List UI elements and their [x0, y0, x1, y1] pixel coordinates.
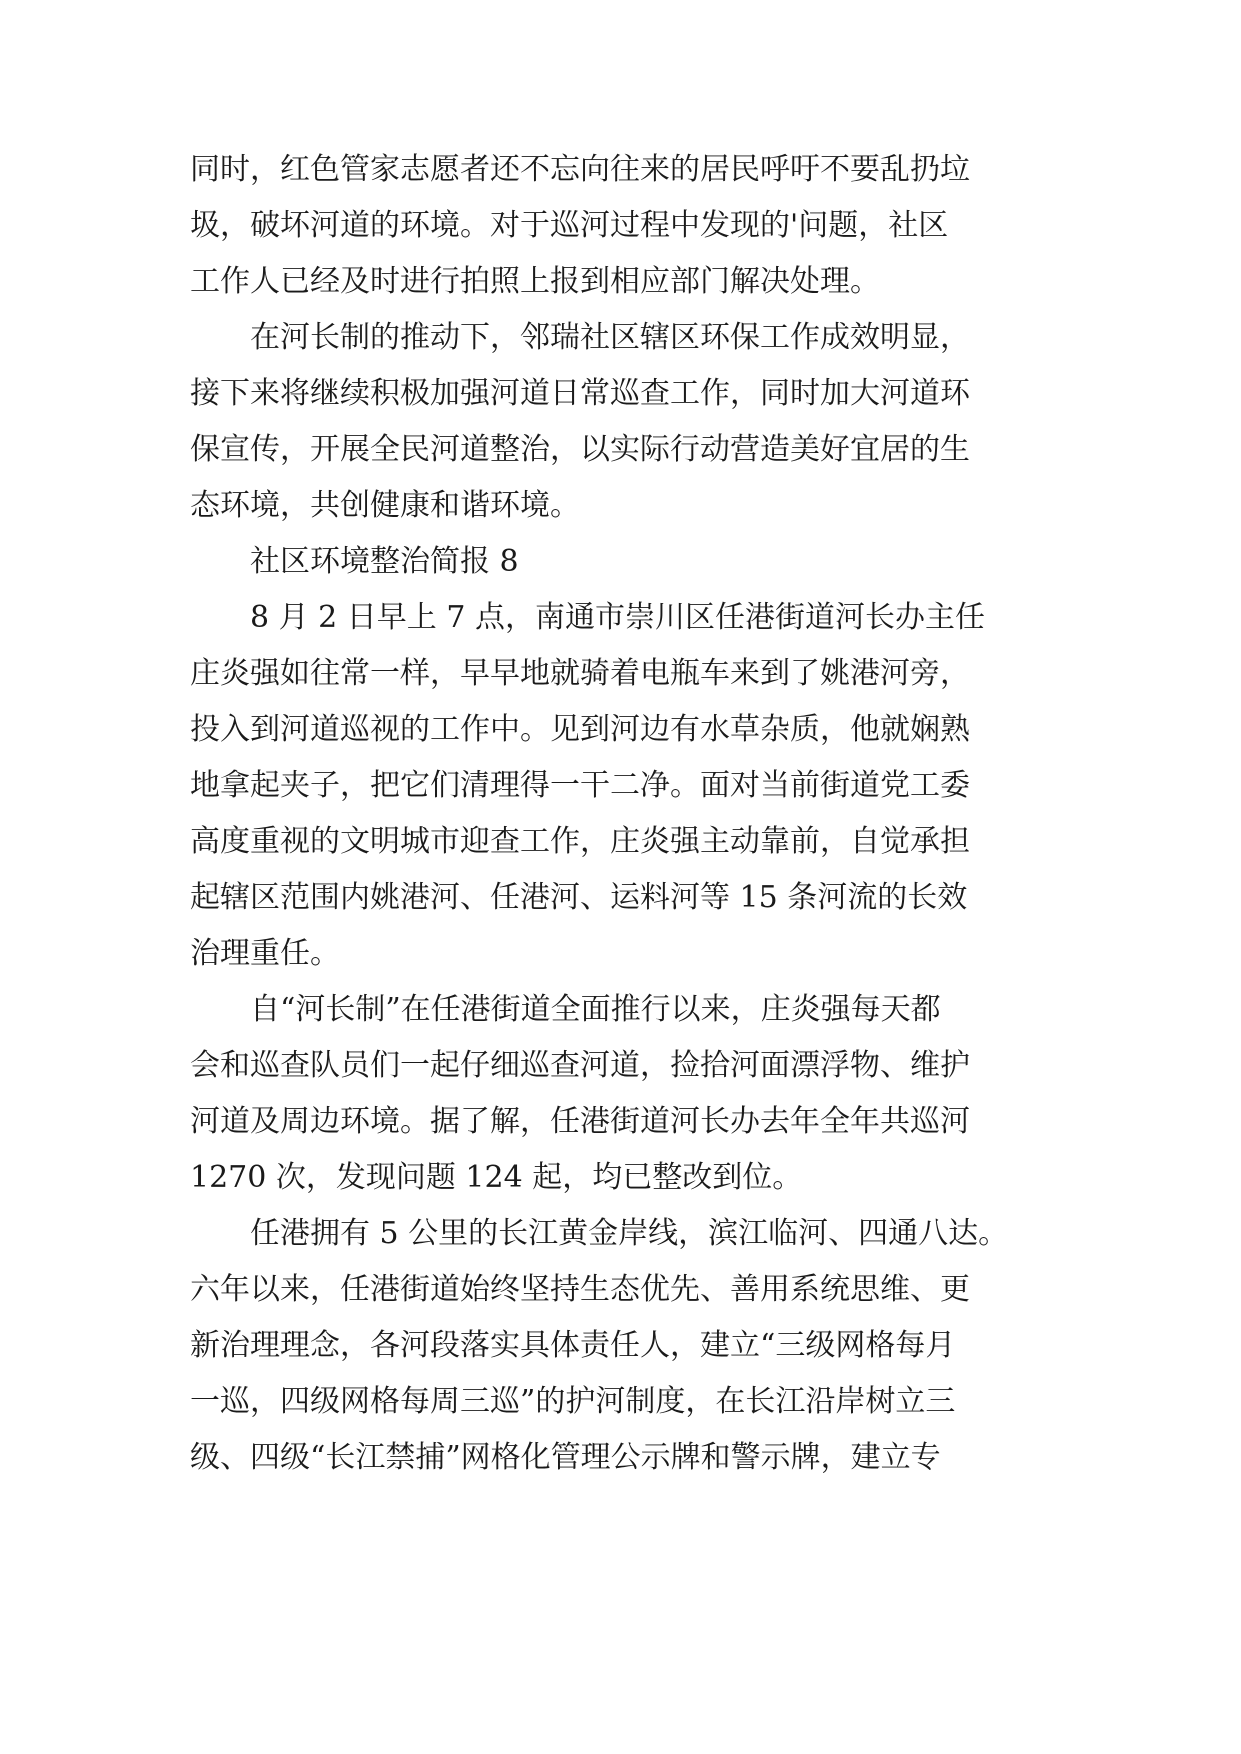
text-line: 新治理理念，各河段落实具体责任人，建立“三级网格每月 [190, 1328, 956, 1363]
text-line: 圾，破坏河道的环境。对于巡河过程中发现的'问题，社区 [190, 208, 949, 243]
text-line: 一巡，四级网格每周三巡”的护河制度，在长江沿岸树立三 [190, 1384, 956, 1419]
text-line: 会和巡查队员们一起仔细巡查河道，捡拾河面漂浮物、维护 [190, 1048, 970, 1083]
text-line: 任港拥有 5 公里的长江黄金岸线，滨江临河、四通八达。 [190, 1216, 1009, 1251]
text-line: 高度重视的文明城市迎查工作，庄炎强主动靠前，自觉承担 [190, 824, 970, 859]
text-line: 8 月 2 日早上 7 点，南通市崇川区任港街道河长办主任 [190, 600, 985, 635]
text-line: 工作人已经及时进行拍照上报到相应部门解决处理。 [190, 264, 880, 299]
text-line: 起辖区范围内姚港河、任港河、运料河等 15 条河流的长效 [190, 880, 968, 915]
text-line: 治理重任。 [190, 936, 340, 971]
text-line: 庄炎强如往常一样，早早地就骑着电瓶车来到了姚港河旁， [190, 656, 970, 691]
text-line: 地拿起夹子，把它们清理得一干二净。面对当前街道党工委 [190, 768, 970, 803]
text-line: 投入到河道巡视的工作中。见到河边有水草杂质，他就娴熟 [190, 712, 970, 747]
text-line: 级、四级“长江禁捕”网格化管理公示牌和警示牌，建立专 [190, 1440, 941, 1475]
text-line: 保宣传，开展全民河道整治，以实际行动营造美好宜居的生 [190, 432, 970, 467]
text-line: 态环境，共创健康和谐环境。 [190, 488, 580, 523]
text-line: 接下来将继续积极加强河道日常巡查工作，同时加大河道环 [190, 376, 970, 411]
text-line: 河道及周边环境。据了解，任港街道河长办去年全年共巡河 [190, 1104, 970, 1139]
section-heading: 社区环境整治简报 8 [190, 544, 519, 579]
text-line: 1270 次，发现问题 124 起，均已整改到位。 [190, 1160, 803, 1195]
text-line: 自“河长制”在任港街道全面推行以来，庄炎强每天都 [190, 992, 941, 1027]
text-line: 同时，红色管家志愿者还不忘向往来的居民呼吁不要乱扔垃 [190, 152, 970, 187]
text-line: 六年以来，任港街道始终坚持生态优先、善用系统思维、更 [190, 1272, 970, 1307]
text-line: 在河长制的推动下，邻瑞社区辖区环保工作成效明显， [190, 320, 970, 355]
